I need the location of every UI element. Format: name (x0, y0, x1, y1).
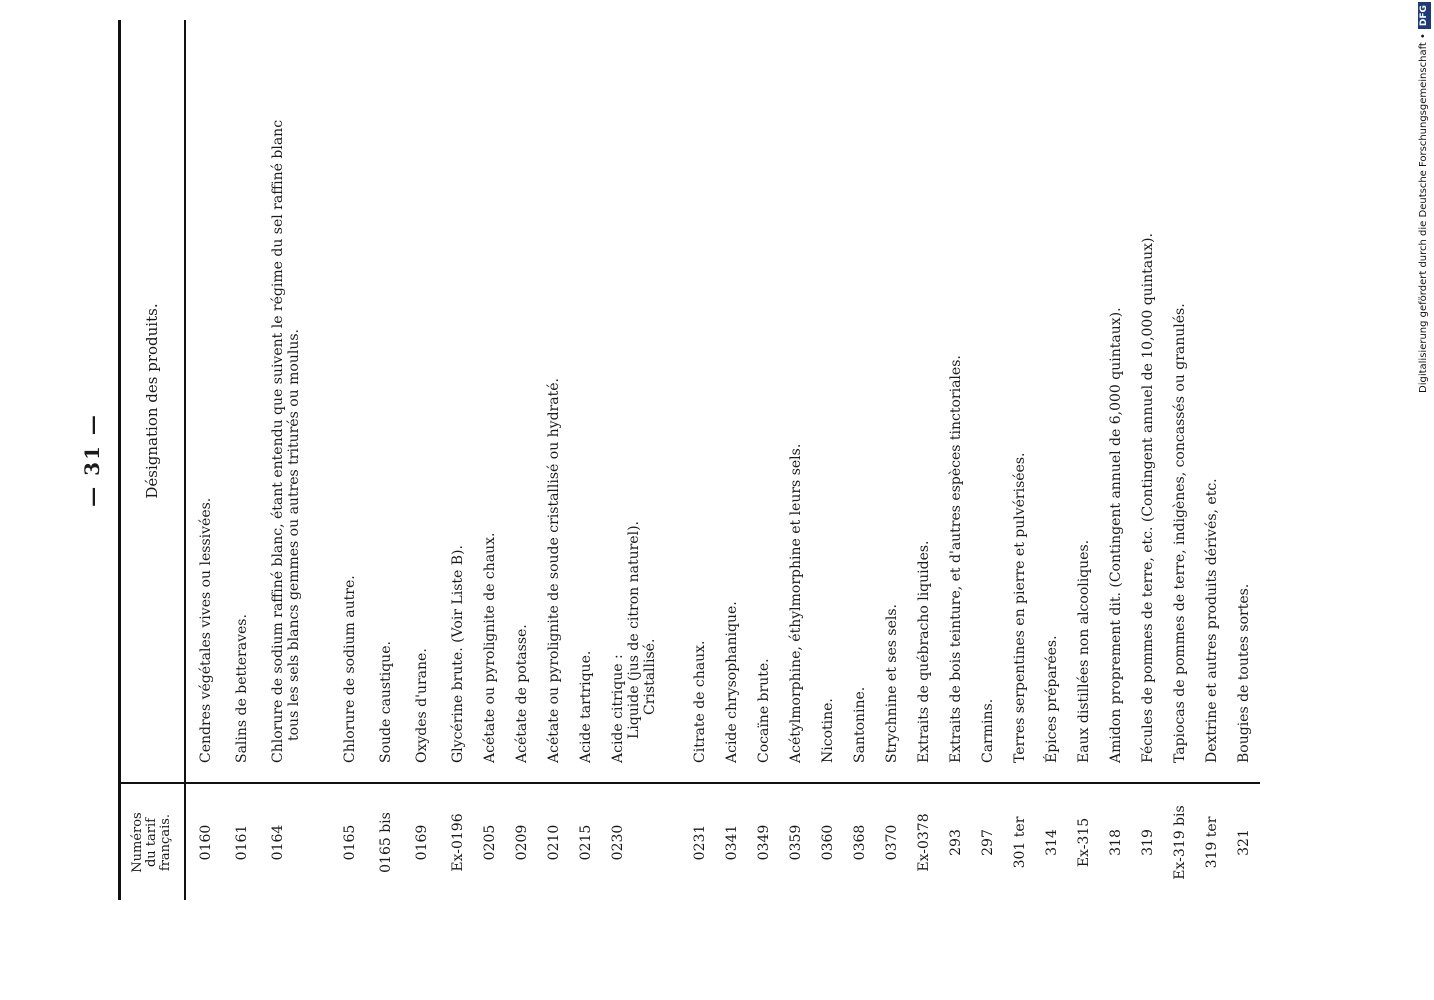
designation-line: Nicotine. (820, 698, 836, 763)
tariff-number: 319 (1140, 829, 1156, 856)
tariff-number: 0341 (724, 824, 740, 861)
table-row (884, 20, 916, 900)
product-designation (692, 20, 708, 785)
page-number: — 31 — (80, 413, 104, 507)
table-row (948, 20, 980, 900)
product-designation (342, 20, 358, 785)
designation-line: Acétate ou pyrolignite de chaux. (482, 532, 498, 763)
table-row (1076, 20, 1108, 900)
table-row (1236, 20, 1268, 900)
numbers-header-line: du tarif (144, 818, 159, 868)
designation-column-header: Désignation des produits. (143, 303, 161, 499)
designation-line: Dextrine et autres produits dérivés, etc. (1204, 478, 1220, 763)
designation-line: Acide citrique : (610, 654, 626, 763)
product-designation (852, 20, 868, 785)
table-row (1108, 20, 1140, 900)
designation-line: Épices préparées. (1044, 635, 1060, 763)
designation-line: Cocaïne brute. (756, 658, 772, 763)
designation-line: Santonine. (852, 686, 868, 763)
table-row (916, 20, 948, 900)
table-row (820, 20, 852, 900)
tariff-number: 314 (1044, 829, 1060, 856)
tariff-number: 0169 (414, 824, 430, 861)
table-row (1204, 20, 1236, 900)
product-designation (1204, 20, 1220, 785)
product-designation (788, 20, 804, 785)
table-row (1012, 20, 1044, 900)
product-designation (820, 20, 836, 785)
designation-line: Glycérine brute. (Voir Liste B). (450, 545, 466, 763)
table-row (198, 20, 234, 900)
designation-line: Extraits de québracho liquides. (916, 540, 932, 763)
designation-line: Terres serpentines en pierre et pulvérisées. (1012, 452, 1028, 763)
product-designation (234, 20, 250, 785)
tariff-number: 0231 (692, 824, 708, 861)
product-designation (1076, 20, 1092, 785)
tariff-number: 293 (948, 829, 964, 856)
table-row (788, 20, 820, 900)
designation-line: Oxydes d'urane. (414, 648, 430, 763)
digitization-credit (1417, 5, 1431, 393)
designation-line: Eaux distillées non alcooliques. (1076, 539, 1092, 763)
designation-line: Acide chrysophanique. (724, 601, 740, 763)
designation-line: Extraits de bois teinture, et d'autres espèces tinctoriales. (948, 355, 964, 763)
product-designation (414, 20, 430, 785)
table-row (692, 20, 724, 900)
designation-line: Bougies de toutes sortes. (1236, 583, 1252, 763)
tariff-number: 0164 (270, 824, 286, 861)
designation-line: Acétate ou pyrolignite de soude cristallisé ou hydraté. (546, 378, 562, 763)
product-designation (270, 20, 302, 785)
numbers-header-line: français. (158, 813, 173, 872)
tariff-number: 0209 (514, 824, 530, 861)
table-row (378, 20, 414, 900)
tariff-number: 0360 (820, 824, 836, 861)
tariff-table (198, 20, 1268, 900)
table-row (482, 20, 514, 900)
tariff-number: 0349 (756, 824, 772, 861)
table-row (578, 20, 610, 900)
designation-line: Cristallisé. (642, 638, 658, 715)
product-designation (578, 20, 594, 785)
product-designation (546, 20, 562, 785)
tariff-number: 297 (980, 829, 996, 856)
product-designation (514, 20, 530, 785)
product-designation (1012, 20, 1028, 785)
tariff-number: 0359 (788, 824, 804, 861)
table-row (234, 20, 270, 900)
tariff-number: 0368 (852, 824, 868, 861)
product-designation (916, 20, 932, 785)
digitization-credit-text: Digitalisierung gefördert durch die Deutsche Forschungsgemeinschaft • (1418, 33, 1429, 393)
product-designation (756, 20, 772, 785)
designation-line: Carmins. (980, 698, 996, 763)
table-row (852, 20, 884, 900)
tariff-number: Ex-315 (1076, 817, 1092, 868)
tariff-number: 321 (1236, 829, 1252, 856)
table-row (756, 20, 788, 900)
table-row (1172, 20, 1204, 900)
product-designation (1108, 20, 1124, 785)
designation-line: Citrate de chaux. (692, 640, 708, 763)
tariff-number: 0370 (884, 824, 900, 861)
table-row (342, 20, 378, 900)
numbers-header-line: Numéros (130, 812, 145, 873)
table-row (514, 20, 546, 900)
tariff-number: 0165 bis (378, 812, 394, 873)
tariff-number: 318 (1108, 829, 1124, 856)
tariff-number: 0210 (546, 824, 562, 861)
product-designation (450, 20, 466, 785)
table-row (610, 20, 692, 900)
tariff-number: Ex-319 bis (1172, 805, 1188, 880)
tariff-number: 0160 (198, 824, 214, 861)
table-row (1140, 20, 1172, 900)
table-row (724, 20, 756, 900)
designation-line: Acétate de potasse. (514, 624, 530, 763)
tariff-number: 0165 (342, 824, 358, 861)
product-designation (1044, 20, 1060, 785)
numbers-column-header (120, 785, 184, 900)
tariff-number: 0215 (578, 824, 594, 861)
product-designation (1236, 20, 1252, 785)
product-designation (610, 20, 658, 785)
product-designation (482, 20, 498, 785)
tariff-number: 319 ter (1204, 816, 1220, 869)
product-designation (948, 20, 964, 785)
designation-line: Acide tartrique. (578, 650, 594, 763)
designation-line: Acétylmorphine, éthylmorphine et leurs sels. (788, 443, 804, 763)
tariff-number: 301 ter (1012, 816, 1028, 869)
designation-line: Fécules de pommes de terre, etc. (Contingent annuel de 10,000 quintaux). (1140, 233, 1156, 763)
product-designation (724, 20, 740, 785)
document-page (80, 20, 1260, 900)
table-row (414, 20, 450, 900)
designation-line: Chlorure de sodium autre. (342, 575, 358, 763)
product-designation (378, 20, 394, 785)
dfg-logo: DFG (1418, 2, 1431, 29)
designation-line: Chlorure de sodium raffiné blanc, étant entendu que suivent le régime du sel raffiné blanc (270, 119, 286, 763)
tariff-number: 0230 (610, 824, 626, 861)
product-designation (198, 20, 214, 785)
header-rule (184, 20, 186, 900)
designation-line: Cendres végétales vives ou lessivées. (198, 497, 214, 763)
product-designation (1140, 20, 1156, 785)
product-designation (1172, 20, 1188, 785)
designation-line: Tapiocas de pommes de terre, indigènes, concassés ou granulés. (1172, 303, 1188, 763)
table-row (980, 20, 1012, 900)
designation-line: Salins de betteraves. (234, 614, 250, 763)
product-designation (980, 20, 996, 785)
tariff-number: Ex-0196 (450, 813, 466, 872)
table-row (270, 20, 342, 900)
table-row (546, 20, 578, 900)
tariff-number: 0205 (482, 824, 498, 861)
tariff-number: 0161 (234, 824, 250, 861)
table-row (450, 20, 482, 900)
designation-line: tous les sels blancs gemmes ou autres triturés ou moulus. (286, 329, 302, 741)
designation-line: Soude caustique. (378, 641, 394, 763)
product-designation (884, 20, 900, 785)
designation-line: Amidon proprement dit. (Contingent annuel de 6,000 quintaux). (1108, 307, 1124, 763)
tariff-number: Ex-0378 (916, 813, 932, 872)
designation-line: Liquide (jus de citron naturel). (626, 521, 642, 739)
designation-line: Strychnine et ses sels. (884, 604, 900, 763)
table-row (1044, 20, 1076, 900)
